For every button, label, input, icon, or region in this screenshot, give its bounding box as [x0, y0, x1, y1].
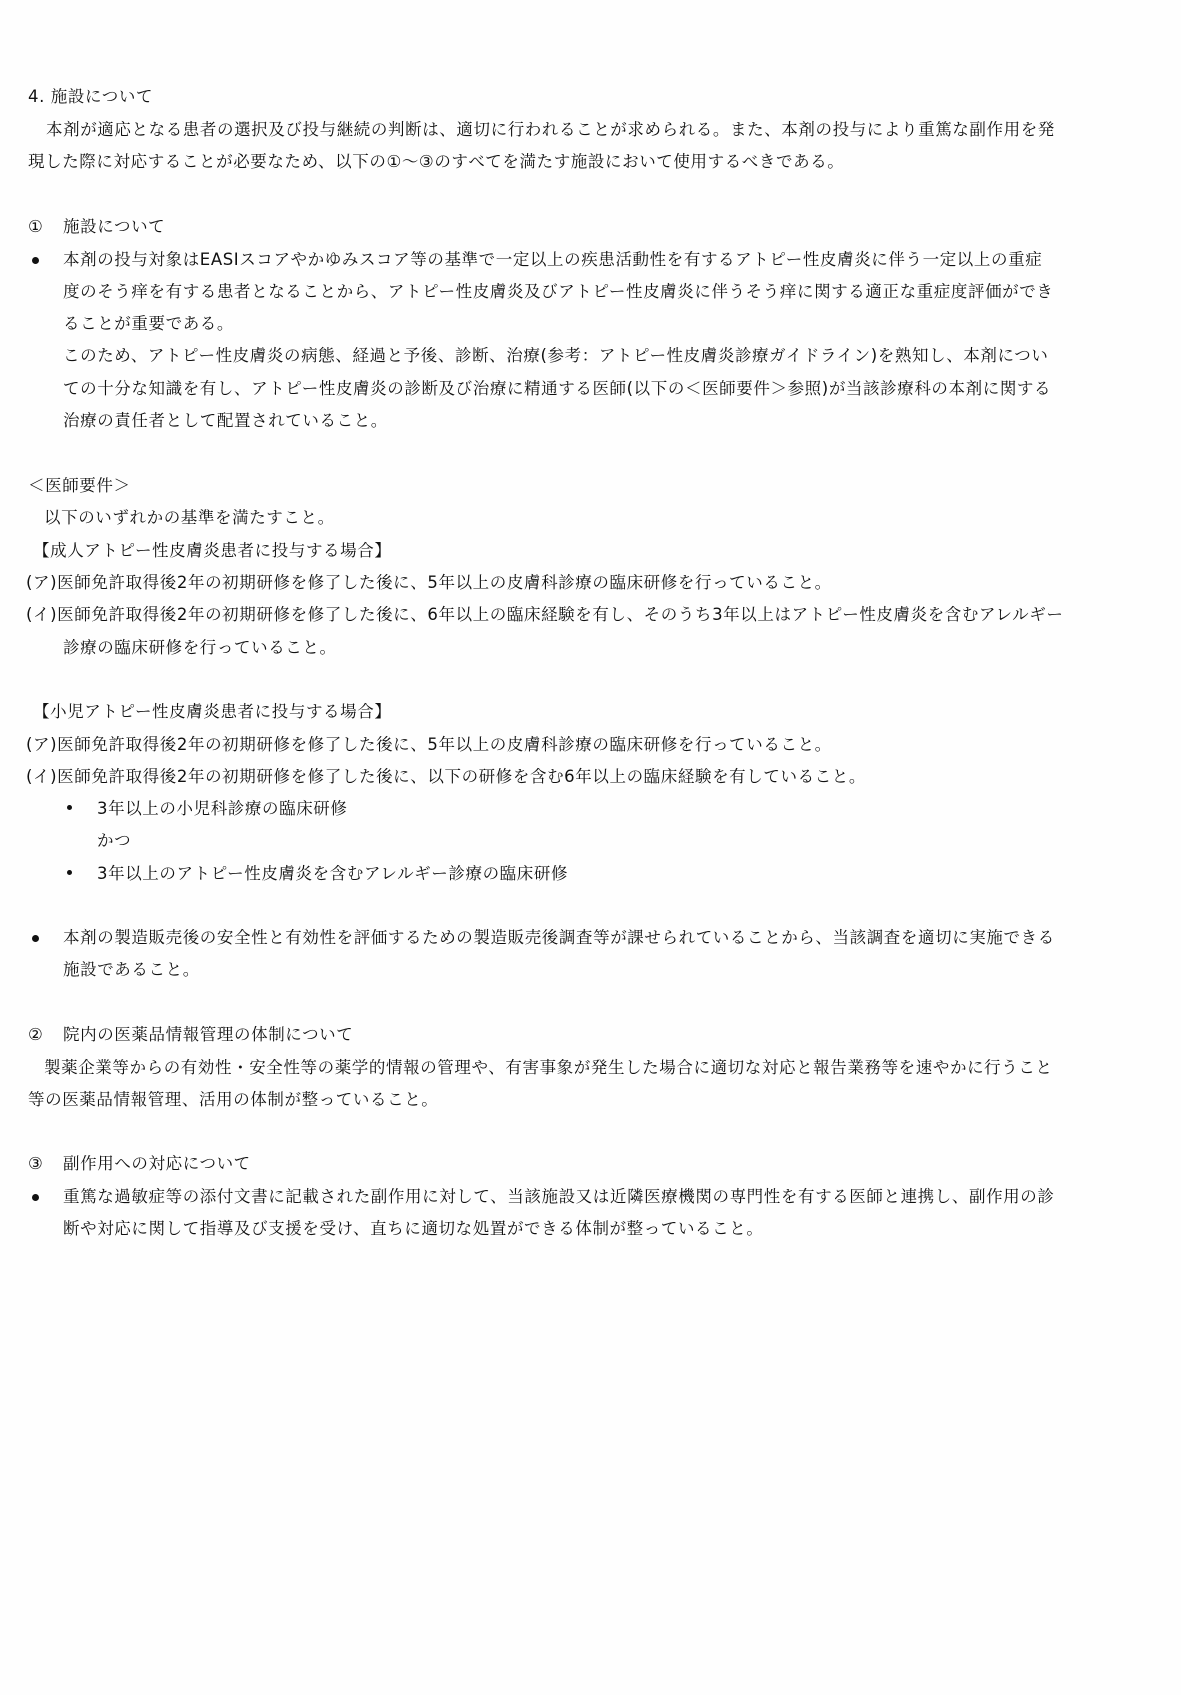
adult-option-i-line-2: 診療の臨床研修を行っていること。	[63, 638, 337, 657]
item3-title: 副作用への対応について	[63, 1154, 251, 1173]
section-heading: 4. 施設について	[28, 87, 154, 106]
intro-line-2: 現した際に対応することが必要なため、以下の①～③のすべてを満たす施設において使用するべきである。	[28, 152, 845, 171]
doctor-requirements-intro: 以下のいずれかの基準を満たすこと。	[44, 508, 335, 527]
sub-bullet-icon	[67, 870, 72, 875]
intro-line-1: 本剤が適応となる患者の選択及び投与継続の判断は、適切に行われることが求められる。また、本剤の投与により重篤な副作用を発	[46, 120, 1055, 139]
item1-bullet2-line-2: 施設であること。	[63, 960, 200, 979]
bullet-icon	[32, 257, 39, 264]
item1-marker: ①	[28, 217, 44, 236]
adult-option-i-line-1: (イ)医師免許取得後2年の初期研修を修了した後に、6年以上の臨床経験を有し、そのうち3年以上はアトピー性皮膚炎を含むアレルギー	[26, 605, 1064, 624]
child-section-title: 【小児アトピー性皮膚炎患者に投与する場合】	[33, 702, 392, 721]
doctor-requirements-title: ＜医師要件＞	[28, 476, 131, 495]
item1-title: 施設について	[63, 217, 166, 236]
item1-bullet1-line-1: 本剤の投与対象はEASIスコアやかゆみスコア等の基準で一定以上の疾患活動性を有するアトピー性皮膚炎に伴う一定以上の重症	[63, 250, 1043, 269]
item1-bullet1-line-4: このため、アトピー性皮膚炎の病態、経過と予後、診断、治療(参考：アトピー性皮膚炎診療ガイドライン)を熟知し、本剤につい	[63, 346, 1049, 365]
sub-bullet-icon	[67, 805, 72, 810]
item3-bullet1-line-2: 断や対応に関して指導及び支援を受け、直ちに適切な処置ができる体制が整っていること。	[63, 1219, 764, 1238]
child-option-a: (ア)医師免許取得後2年の初期研修を修了した後に、5年以上の皮膚科診療の臨床研修を行っていること。	[26, 735, 832, 754]
bullet-icon	[32, 935, 39, 942]
item1-bullet1-line-6: 治療の責任者として配置されていること。	[63, 411, 388, 430]
item2-body-line-1: 製薬企業等からの有効性・安全性等の薬学的情報の管理や、有害事象が発生した場合に適切な対応と報告業務等を速やかに行うこと	[44, 1058, 1053, 1077]
adult-option-a: (ア)医師免許取得後2年の初期研修を修了した後に、5年以上の皮膚科診療の臨床研修を行っていること。	[26, 573, 832, 592]
item1-bullet1-line-2: 度のそう痒を有する患者となることから、アトピー性皮膚炎及びアトピー性皮膚炎に伴うそう痒に関する適正な重症度評価ができ	[63, 282, 1054, 301]
child-option-i: (イ)医師免許取得後2年の初期研修を修了した後に、以下の研修を含む6年以上の臨床経験を有していること。	[26, 767, 866, 786]
child-sub-conjunction: かつ	[97, 831, 132, 850]
item3-marker: ③	[28, 1154, 44, 1173]
bullet-icon	[32, 1194, 39, 1201]
adult-section-title: 【成人アトピー性皮膚炎患者に投与する場合】	[33, 541, 392, 560]
item1-bullet1-line-5: ての十分な知識を有し、アトピー性皮膚炎の診断及び治療に精通する医師(以下の＜医師要件＞参照)が当該診療科の本剤に関する	[63, 379, 1052, 398]
item1-bullet2-line-1: 本剤の製造販売後の安全性と有効性を評価するための製造販売後調査等が課せられていることから、当該調査を適切に実施できる	[63, 928, 1055, 947]
item1-bullet1-line-3: ることが重要である。	[63, 314, 234, 333]
item2-title: 院内の医薬品情報管理の体制について	[63, 1025, 354, 1044]
item2-marker: ②	[28, 1025, 44, 1044]
item3-bullet1-line-1: 重篤な過敏症等の添付文書に記載された副作用に対して、当該施設又は近隣医療機関の専門性を有する医師と連携し、副作用の診	[63, 1187, 1055, 1206]
item2-body-line-2: 等の医薬品情報管理、活用の体制が整っていること。	[28, 1090, 439, 1109]
child-sub-requirement-2: 3年以上のアトピー性皮膚炎を含むアレルギー診療の臨床研修	[97, 864, 569, 883]
child-sub-requirement-1: 3年以上の小児科診療の臨床研修	[97, 799, 348, 818]
